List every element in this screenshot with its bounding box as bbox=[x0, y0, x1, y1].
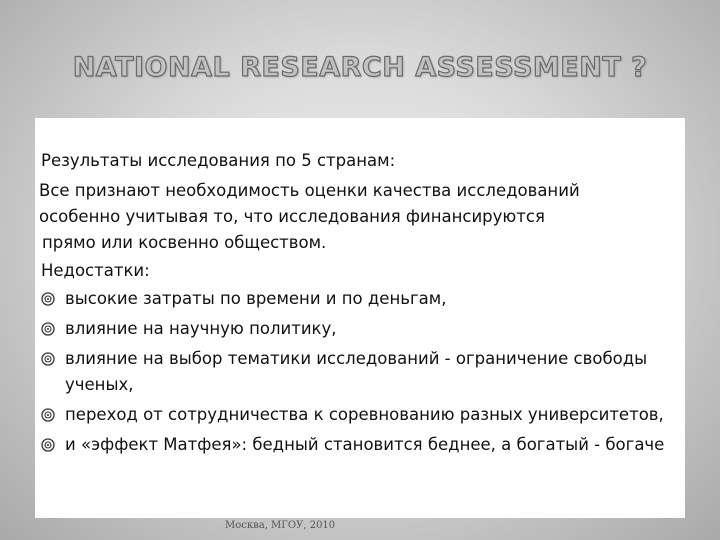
bullet-text: переход от сотрудничества к соревнованию разных университетов, bbox=[65, 405, 664, 424]
paragraph-line: Все признают необходимость оценки качества исследований bbox=[39, 181, 580, 200]
drawbacks-list bbox=[39, 286, 683, 458]
content-panel bbox=[35, 118, 685, 531]
circled-dot-icon bbox=[41, 292, 55, 306]
paragraph bbox=[39, 178, 683, 256]
circled-dot-icon bbox=[41, 438, 55, 452]
bullet-text: и «эффект Матфея»: бедный становится беднее, а богатый - богаче bbox=[65, 435, 665, 454]
slide-title: NATIONAL RESEARCH ASSESSMENT ? bbox=[72, 52, 648, 83]
list-item bbox=[39, 346, 683, 398]
footer-caption: Москва, МГОУ, 2010 bbox=[225, 520, 336, 531]
paragraph-line: прямо или косвенно обществом. bbox=[42, 233, 327, 252]
list-item bbox=[39, 432, 683, 458]
intro-line: Результаты исследования по 5 странам: bbox=[41, 151, 396, 170]
bullet-text: влияние на научную политику, bbox=[65, 319, 337, 338]
circled-dot-icon bbox=[41, 352, 55, 366]
text-block bbox=[39, 148, 683, 462]
circled-dot-icon bbox=[41, 408, 55, 422]
bullet-text: высокие затраты по времени и по деньгам, bbox=[65, 289, 447, 308]
list-item bbox=[39, 402, 683, 428]
bullet-text: влияние на выбор тематики исследований - ограничение свободы ученых, bbox=[65, 349, 648, 394]
list-item bbox=[39, 286, 683, 312]
circled-dot-icon bbox=[41, 322, 55, 336]
drawbacks-title: Недостатки: bbox=[41, 261, 150, 280]
list-item bbox=[39, 316, 683, 342]
paragraph-line: особенно учитывая то, что исследования финансируются bbox=[39, 207, 545, 226]
